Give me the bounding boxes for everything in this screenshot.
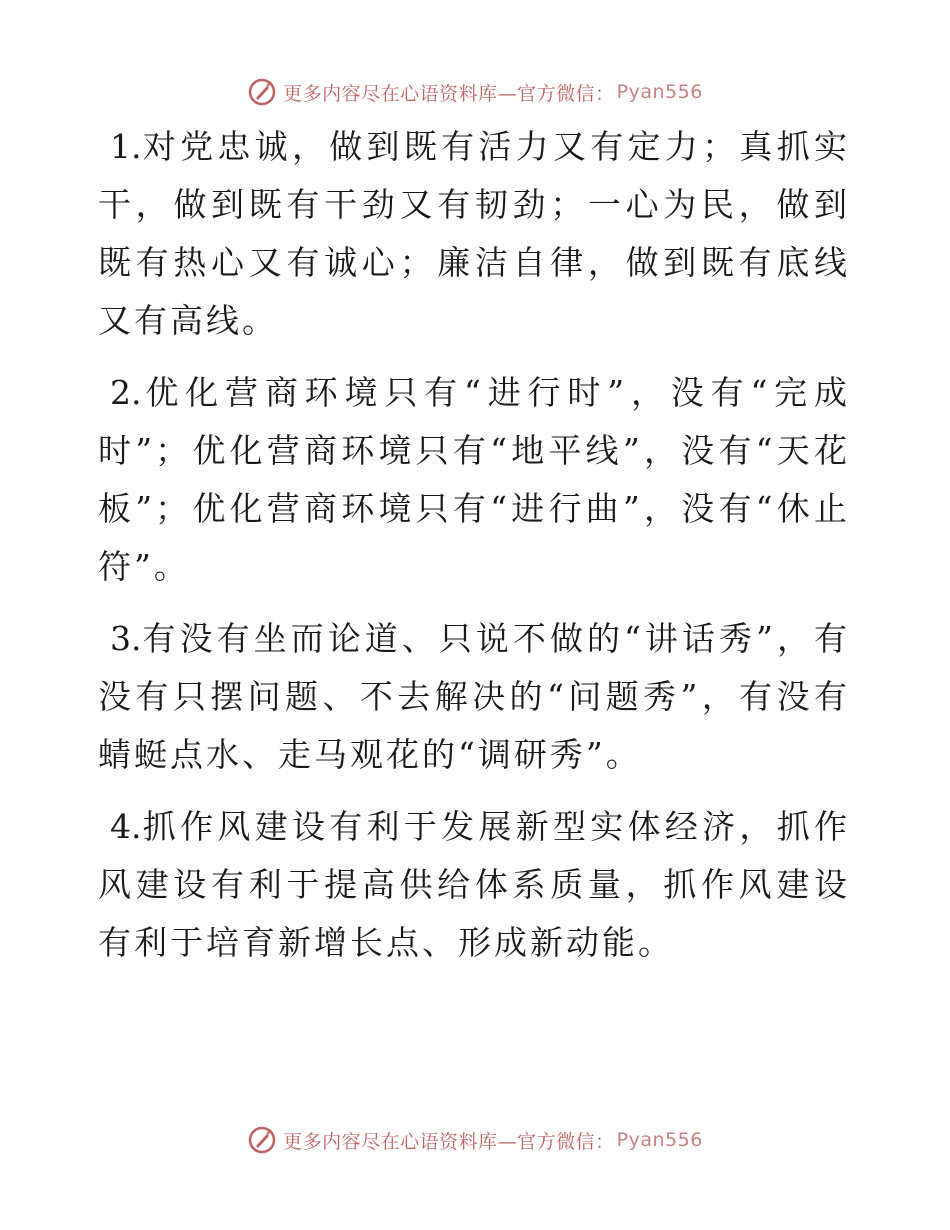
header-watermark — [0, 72, 950, 112]
paragraph-text: 有没有坐而论道、只说不做的“讲话秀”，有没有只摆问题、不去解决的“问题秀”，有没有蜻蜓点水、走马观花的“调研秀”。 — [98, 619, 850, 774]
paragraph-number: 1. — [110, 127, 142, 166]
paragraph-4 — [98, 798, 850, 972]
quill-logo-icon — [247, 77, 277, 107]
paragraph-number: 4. — [110, 807, 142, 846]
paragraph-3 — [98, 610, 850, 784]
paragraph-text: 抓作风建设有利于发展新型实体经济，抓作风建设有利于提高供给体系质量，抓作风建设有利于培育新增长点、形成新动能。 — [98, 807, 850, 962]
quill-logo-icon — [247, 1125, 277, 1155]
document-body — [98, 118, 850, 986]
paragraph-1 — [98, 118, 850, 350]
header-watermark-text: 更多内容尽在心语资料库—官方微信： — [283, 82, 615, 105]
header-watermark-id: Pyan556 — [616, 81, 703, 103]
paragraph-number: 3. — [110, 619, 142, 658]
footer-watermark-id: Pyan556 — [616, 1129, 703, 1151]
paragraph-text: 优化营商环境只有“进行时”，没有“完成时”；优化营商环境只有“地平线”，没有“天花板”；优化营商环境只有“进行曲”，没有“休止符”。 — [98, 373, 850, 586]
paragraph-text: 对党忠诚，做到既有活力又有定力；真抓实干，做到既有干劲又有韧劲；一心为民，做到既有热心又有诚心；廉洁自律，做到既有底线又有高线。 — [98, 127, 850, 340]
paragraph-number: 2. — [110, 373, 142, 412]
paragraph-2 — [98, 364, 850, 596]
footer-watermark-text: 更多内容尽在心语资料库—官方微信： — [283, 1130, 615, 1153]
footer-watermark — [0, 1120, 950, 1160]
